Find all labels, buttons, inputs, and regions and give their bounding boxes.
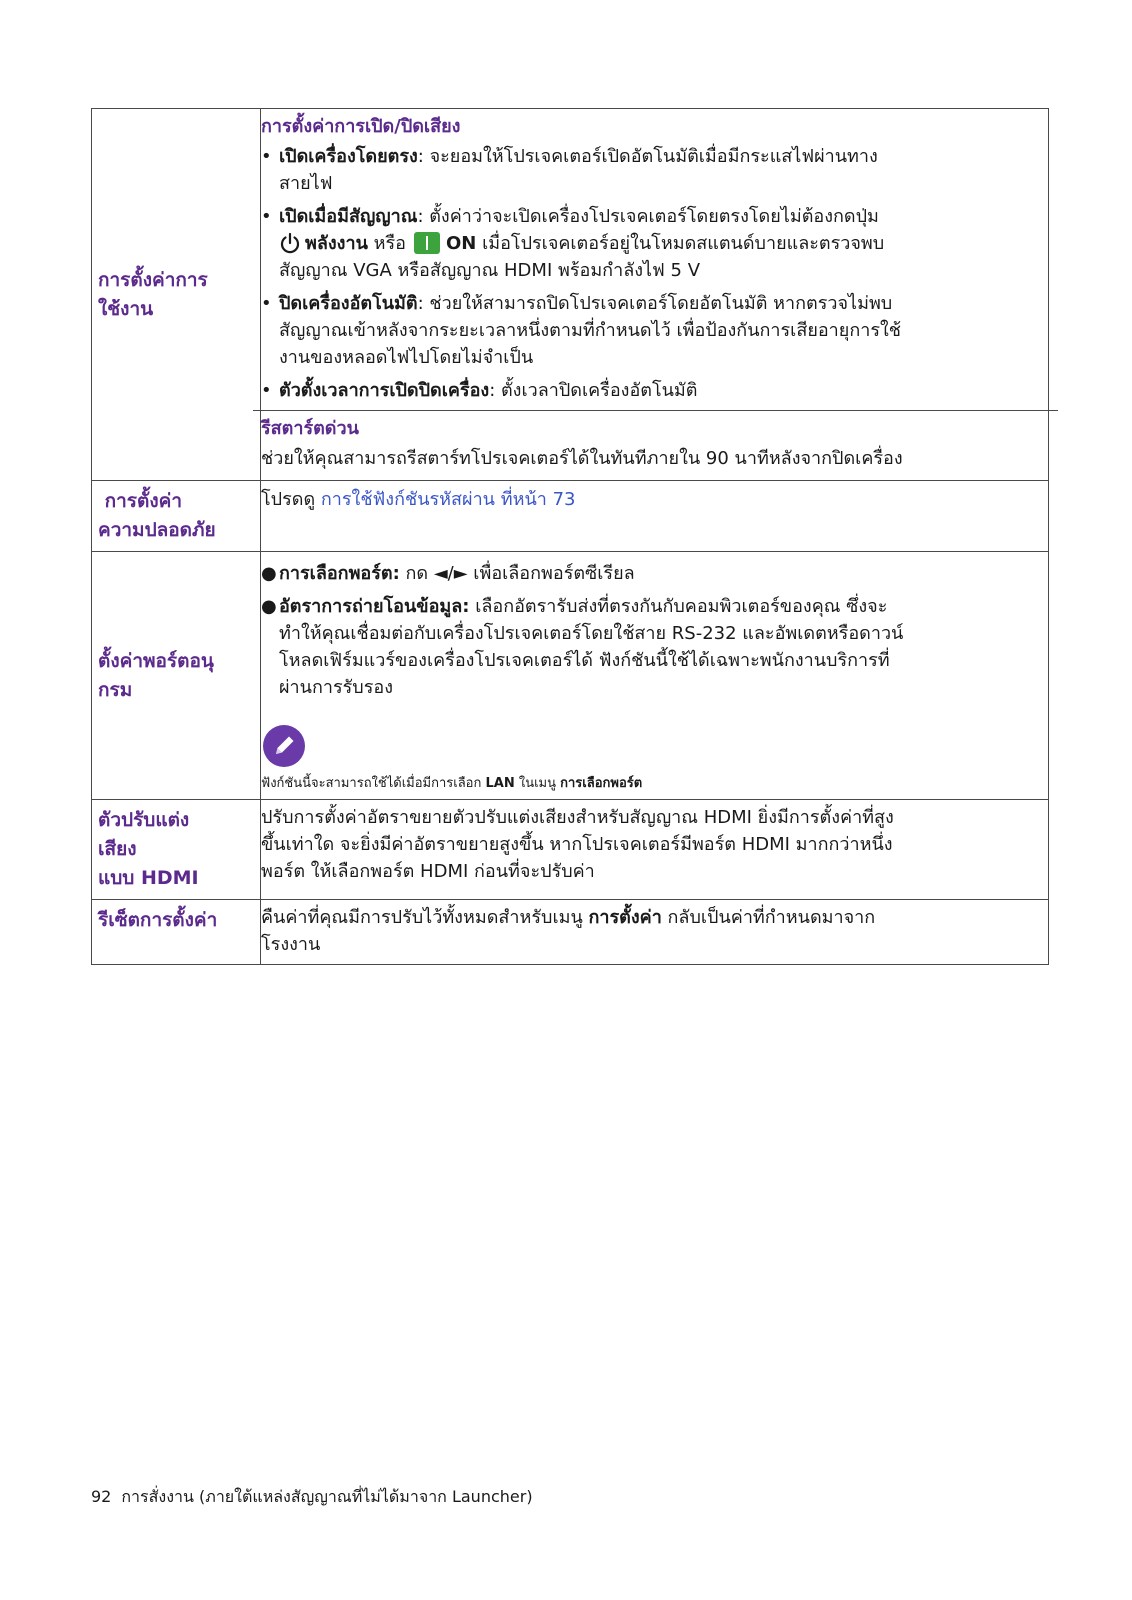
content-cell-reset: คืนค่าที่คุณมีการปรับไว้ทั้งหมดสำหรับเมนู การตั้งค่า กลับเป็นค่าที่กำหนดมาจาก โรงงาน	[261, 900, 1049, 965]
bullet-icon: •	[261, 146, 272, 167]
content-cell-hdmi-eq: ปรับการตั้งค่าอัตราขยายตัวปรับแต่งเสียงสำหรับสัญญาณ HDMI ยิ่งมีการตั้งค่าที่สูง ขึ้นเท่าใด จะยิ่งมีค่าอัตราขยายสูงขึ้น หากโปรเจคเตอร์มีพอร์ต HDMI มากกว่าหนึ่ง พอร์ต ให้เลือกพอร์ต HDMI ก่อนที่จะปรับค่า	[261, 800, 1049, 900]
bullet-icon: •	[261, 293, 272, 314]
label-cell-reset	[92, 900, 261, 965]
row-label-reset: รีเซ็ตการตั้งค่า	[98, 909, 218, 931]
content-cell-serial	[261, 552, 1049, 800]
content-cell-security: โปรดดู การใช้ฟังก์ชันรหัสผ่าน ที่หน้า 73	[261, 481, 1049, 552]
power-options-list	[261, 143, 1048, 404]
serial-options-list	[261, 560, 1048, 701]
list-item-timer: • ตัวตั้งเวลาการเปิดปิดเครื่อง: ตั้งเวลาปิดเครื่องอัตโนมัติ	[261, 377, 1048, 404]
row-label-operation: การตั้งค่าการ ใช้งาน	[98, 268, 208, 320]
content-cell-operation	[261, 109, 1049, 481]
pencil-note-icon	[263, 725, 305, 767]
row-serial-port-settings	[92, 552, 1049, 800]
bullet-icon: ●	[261, 596, 277, 617]
on-key-icon	[414, 232, 440, 254]
quick-restart-desc: ช่วยให้คุณสามารถรีสตาร์ทโปรเจคเตอร์ได้ในทันทีภายใน 90 นาทีหลังจากปิดเครื่อง	[261, 448, 903, 469]
label-cell-operation	[92, 109, 261, 481]
row-security-settings	[92, 481, 1049, 552]
row-operation-settings	[92, 109, 1049, 481]
label-cell-security	[92, 481, 261, 552]
list-item-baud-rate: ● อัตราการถ่ายโอนข้อมูล: เลือกอัตรารับส่งที่ตรงกันกับคอมพิวเตอร์ของคุณ ซึ่งจะ ทำให้คุณเชื่อมต่อกับเครื่องโปรเจคเตอร์โดยใช้สาย RS-232 และอัพเดตหรือดาวน์ โหลดเฟิร์มแวร์ของเครื่องโปรเจคเตอร์ได้ ฟังก์ชันนี้ใช้ได้เฉพาะพนักงานบริการที่ ผ่านการรับรอง	[261, 593, 1048, 701]
list-item-direct-on: • เปิดเครื่องโดยตรง: จะยอมให้โปรเจคเตอร์เปิดอัตโนมัติเมื่อมีกระแสไฟผ่านทาง สายไฟ	[261, 143, 1048, 197]
password-function-link[interactable]: การใช้ฟังก์ชันรหัสผ่าน ที่หน้า 73	[320, 489, 576, 510]
bullet-icon: ●	[261, 563, 277, 584]
list-item-signal-on: • เปิดเมื่อมีสัญญาณ: ตั้งค่าว่าจะเปิดเครื่องโปรเจคเตอร์โดยตรงโดยไม่ต้องกดปุ่ม พลังงาน หรือ ON เมื่อโปรเจคเตอร์อยู่ในโหมดสแตนด์บายและตรวจพบ สัญญาณ VGA หรือสัญญาณ HDMI พร้อมกำลังไฟ 5 V	[261, 203, 1048, 284]
footer-text: การสั่งงาน (ภายใต้แหล่งสัญญาณที่ไม่ได้มาจาก Launcher)	[121, 1487, 533, 1506]
list-item-port-select: ● การเลือกพอร์ต: กด ◄/► เพื่อเลือกพอร์ตซีเรียล	[261, 560, 1048, 587]
row-reset-settings	[92, 900, 1049, 965]
row-label-serial: ตั้งค่าพอร์ตอนุ กรม	[98, 649, 214, 701]
row-hdmi-equalizer	[92, 800, 1049, 900]
section-title-quick-restart: รีสตาร์ตด่วน	[261, 418, 359, 439]
settings-table	[91, 108, 1049, 965]
power-icon	[279, 232, 301, 254]
label-cell-hdmi-eq	[92, 800, 261, 900]
row-label-hdmi-eq: ตัวปรับแต่ง เสียง แบบ HDMI	[98, 809, 199, 889]
page-number: 92	[91, 1487, 112, 1506]
row-label-security: การตั้งค่า ความปลอดภัย	[98, 490, 216, 541]
bullet-icon: •	[261, 380, 272, 401]
list-item-auto-off: • ปิดเครื่องอัตโนมัติ: ช่วยให้สามารถปิดโปรเจคเตอร์โดยอัตโนมัติ หากตรวจไม่พบ สัญญาณเข้าหลังจากระยะเวลาหนึ่งตามที่กำหนดไว้ เพื่อป้องกันการเสียอายุการใช้ งานของหลอดไฟไปโดยไม่จำเป็น	[261, 290, 1048, 371]
label-cell-serial	[92, 552, 261, 800]
bullet-icon: •	[261, 206, 272, 227]
page-footer	[91, 1486, 543, 1508]
section-title-power: การตั้งค่าการเปิด/ปิดเสียง	[261, 116, 461, 137]
note-text: ฟังก์ชันนี้จะสามารถใช้ได้เมื่อมีการเลือก LAN ในเมนู การเลือกพอร์ต	[261, 776, 643, 791]
